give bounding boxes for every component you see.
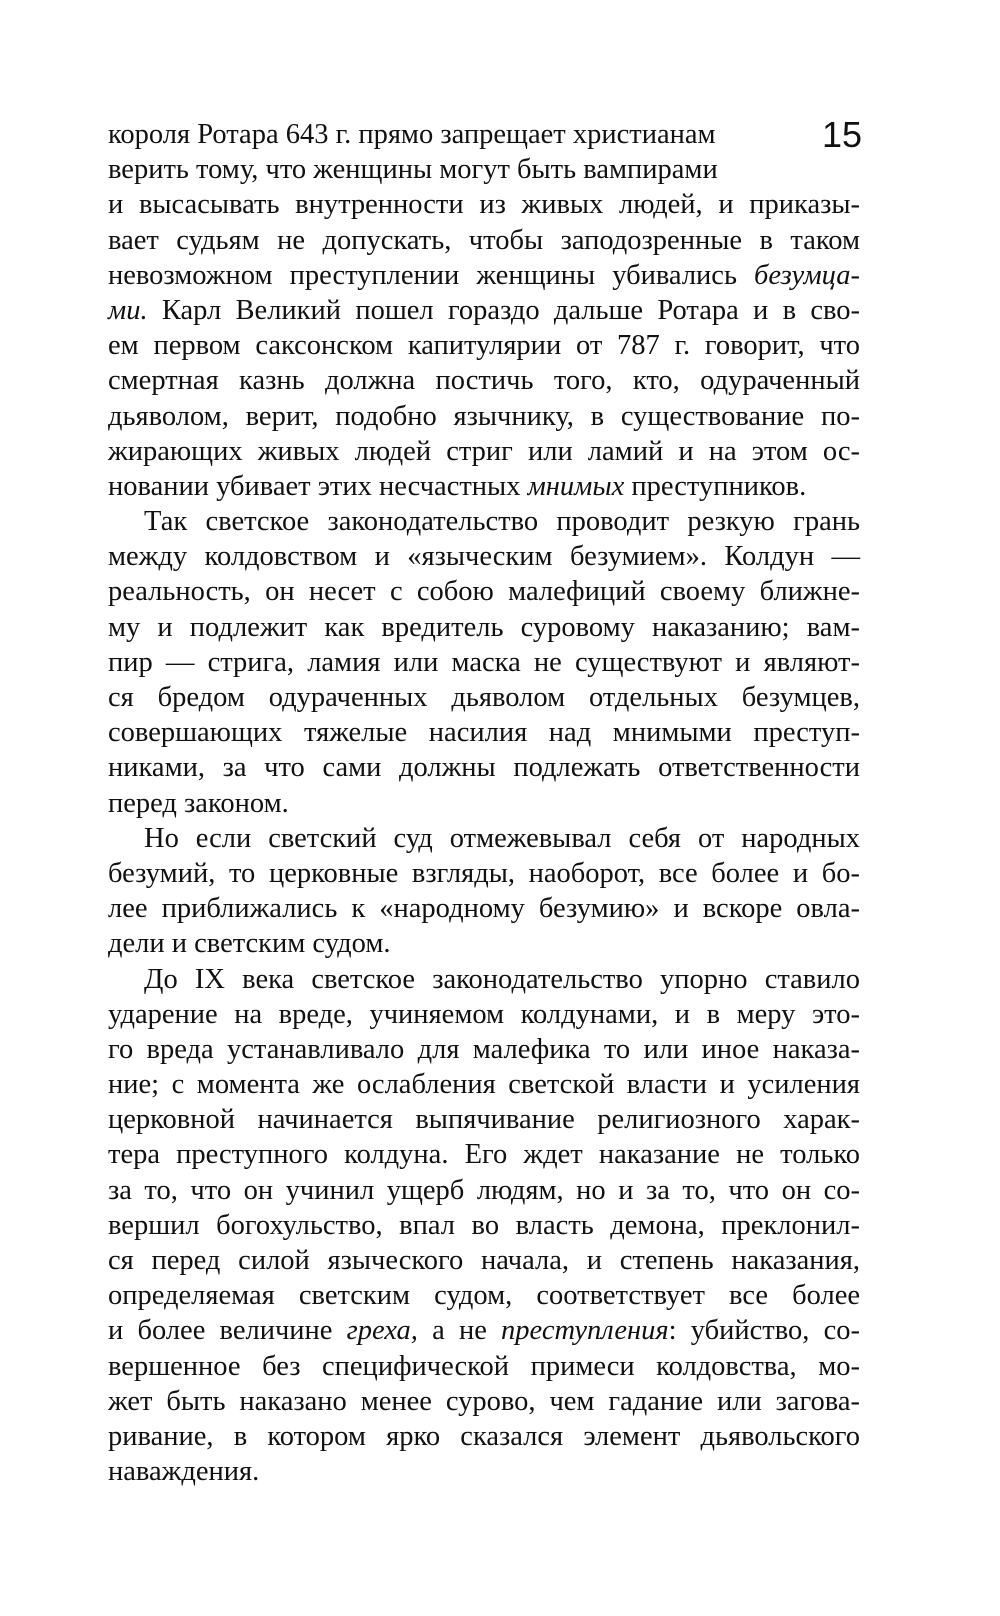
paragraph [108, 504, 860, 821]
text-line: Но если светский суд отмежевывал себя от народных [144, 822, 860, 854]
text-line: дели и светским судом. [108, 928, 391, 960]
text-line: никами, за что сами должны подлежать ответственности [108, 752, 860, 784]
text-line: между колдовством и «языческим безумием». Колдун — [108, 541, 860, 573]
text-line: короля Ротара 643 г. прямо запрещает христианам [108, 119, 716, 150]
italic-text: мнимых [527, 470, 625, 502]
text-line: До IX века светское законодательство упорно ставило [144, 963, 860, 995]
text-line: и более величине греха, а не преступления: убийство, со- [108, 1315, 860, 1347]
text-line: ся перед силой языческого начала, и степень наказания, [108, 1245, 860, 1276]
text-line: верить тому, что женщины могут быть вампирами [108, 154, 718, 186]
italic-text: безумца- [754, 259, 860, 291]
text-line: лее приближались к «народному безумию» и вскоре овла- [108, 893, 860, 925]
paragraph [108, 114, 863, 504]
text-line: вершил богохульство, впал во власть демона, преклонил- [108, 1209, 860, 1241]
text-line: ся бредом одураченных дьяволом отдельных безумцев, [108, 682, 860, 713]
body-text [108, 114, 863, 1489]
text-line: реальность, он несет с собою малефиций своему ближне- [108, 576, 860, 608]
text-line: за то, что он учинил ущерб людям, но и за то, что он со- [108, 1174, 860, 1206]
text-line: смертная казнь должна постичь того, кто, одураченный [108, 365, 860, 397]
italic-text: преступления [501, 1315, 669, 1347]
text-line: перед законом. [108, 787, 289, 819]
text-line: ударение на вреде, учиняемом колдунами, и в меру это- [108, 998, 860, 1030]
text-line: вает судьям не допускать, чтобы заподозренные в таком [108, 224, 860, 256]
text-line: ем первом саксонском капитулярии от 787 г. говорит, что [108, 330, 860, 362]
text-line: го вреда устанавливало для малефика то или иное наказа- [108, 1033, 860, 1065]
text-line: ми. Карл Великий пошел гораздо дальше Ротара и в сво- [108, 294, 860, 326]
text-line: тера преступного колдуна. Его ждет наказание не только [108, 1139, 860, 1171]
italic-text: греха, [346, 1315, 418, 1347]
text-line: вершенное без специфической примеси колдовства, мо- [108, 1350, 860, 1382]
text-line: жирающих живых людей стриг или ламий и на этом ос- [108, 435, 860, 467]
text-line: новании убивает этих несчастных мнимых преступников. [108, 470, 807, 502]
text-line: му и подлежит как вредитель суровому наказанию; вам- [108, 611, 860, 643]
text-line: ние; с момента же ослабления светской власти и усиления [108, 1069, 860, 1101]
text-line: церковной начинается выпячивание религиозного харак- [108, 1104, 860, 1136]
text-line: безумий, то церковные взгляды, наоборот, все более и бо- [108, 857, 860, 889]
text-line: и высасывать внутренности из живых людей, и приказы- [108, 189, 860, 221]
paragraph [108, 821, 860, 962]
text-line: определяемая светским судом, соответствует все более [108, 1280, 860, 1312]
italic-text: ми. [108, 294, 148, 326]
text-line: ривание, в котором ярко сказался элемент дьявольского [108, 1420, 860, 1452]
text-line: пир — стрига, ламия или маска не существуют и являют- [108, 646, 860, 678]
text-line: жет быть наказано менее сурово, чем гадание или загова- [108, 1385, 860, 1417]
text-line: дьяволом, верит, подобно язычнику, в существование по- [108, 400, 860, 432]
text-line: невозможном преступлении женщины убивались безумца- [108, 259, 860, 291]
page-number: 15 [822, 114, 863, 155]
paragraph [108, 962, 860, 1490]
text-line: совершающих тяжелые насилия над мнимыми преступ- [108, 717, 860, 749]
text-line: наваждения. [108, 1456, 260, 1488]
text-line: Так светское законодательство проводит резкую грань [144, 506, 860, 538]
